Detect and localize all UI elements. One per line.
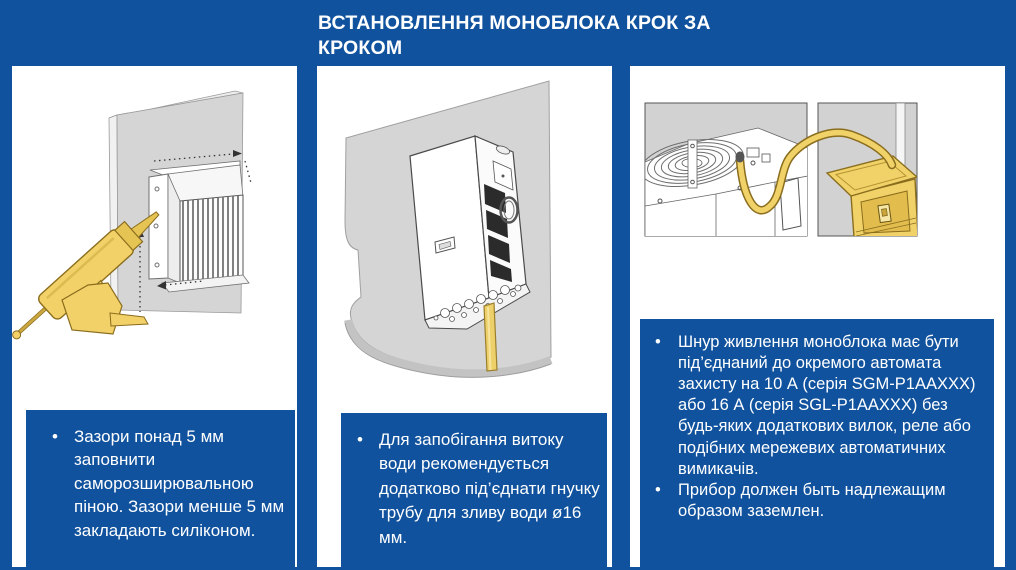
note-box-drain-hose [341, 413, 607, 568]
drain-tube [484, 303, 497, 371]
note-list [26, 425, 287, 542]
note-list [640, 332, 986, 522]
cord-grommet [736, 152, 745, 163]
wall-sleeve-caulk-gun-illustration [12, 66, 297, 406]
power-connection-illustration [630, 66, 1005, 316]
note-box-seal-gaps [26, 410, 295, 568]
note-bullet: • Зазори понад 5 мм заповнити саморозширювальною піною. Зазори менше 5 мм закладають силіконом. [26, 425, 287, 542]
step-panel-seal-gaps [12, 66, 297, 567]
note-bullet: • Шнур живлення моноблока має бути під’єднаний до окремого автомата захисту на 10 А (серія SGM-P1AAXXX) або 16 А (серія SGL-P1AAXXX) без будь-яких додаткових вилок, реле або подібних мережевих автоматичних вимикачів. [640, 332, 986, 480]
step-panel-power-supply [630, 66, 1005, 567]
note-box-power-supply [640, 319, 994, 568]
note-bullet: • Прибор должен быть надлежащим образом заземлен. [640, 480, 986, 522]
note-bullet: • Для запобігання витоку води рекомендується додатково під’єднати гнучку трубу для зливу води ø16 мм. [341, 428, 601, 550]
note-list [341, 428, 601, 550]
conduit [896, 103, 905, 167]
wall-sleeve-grille [149, 161, 249, 292]
monoblock-drain-illustration [317, 66, 612, 411]
step-panel-drain-hose [317, 66, 612, 567]
page-title: ВСТАНОВЛЕННЯ МОНОБЛОКА КРОК ЗА КРОКОМ [318, 12, 711, 59]
monoblock-unit [410, 136, 530, 329]
